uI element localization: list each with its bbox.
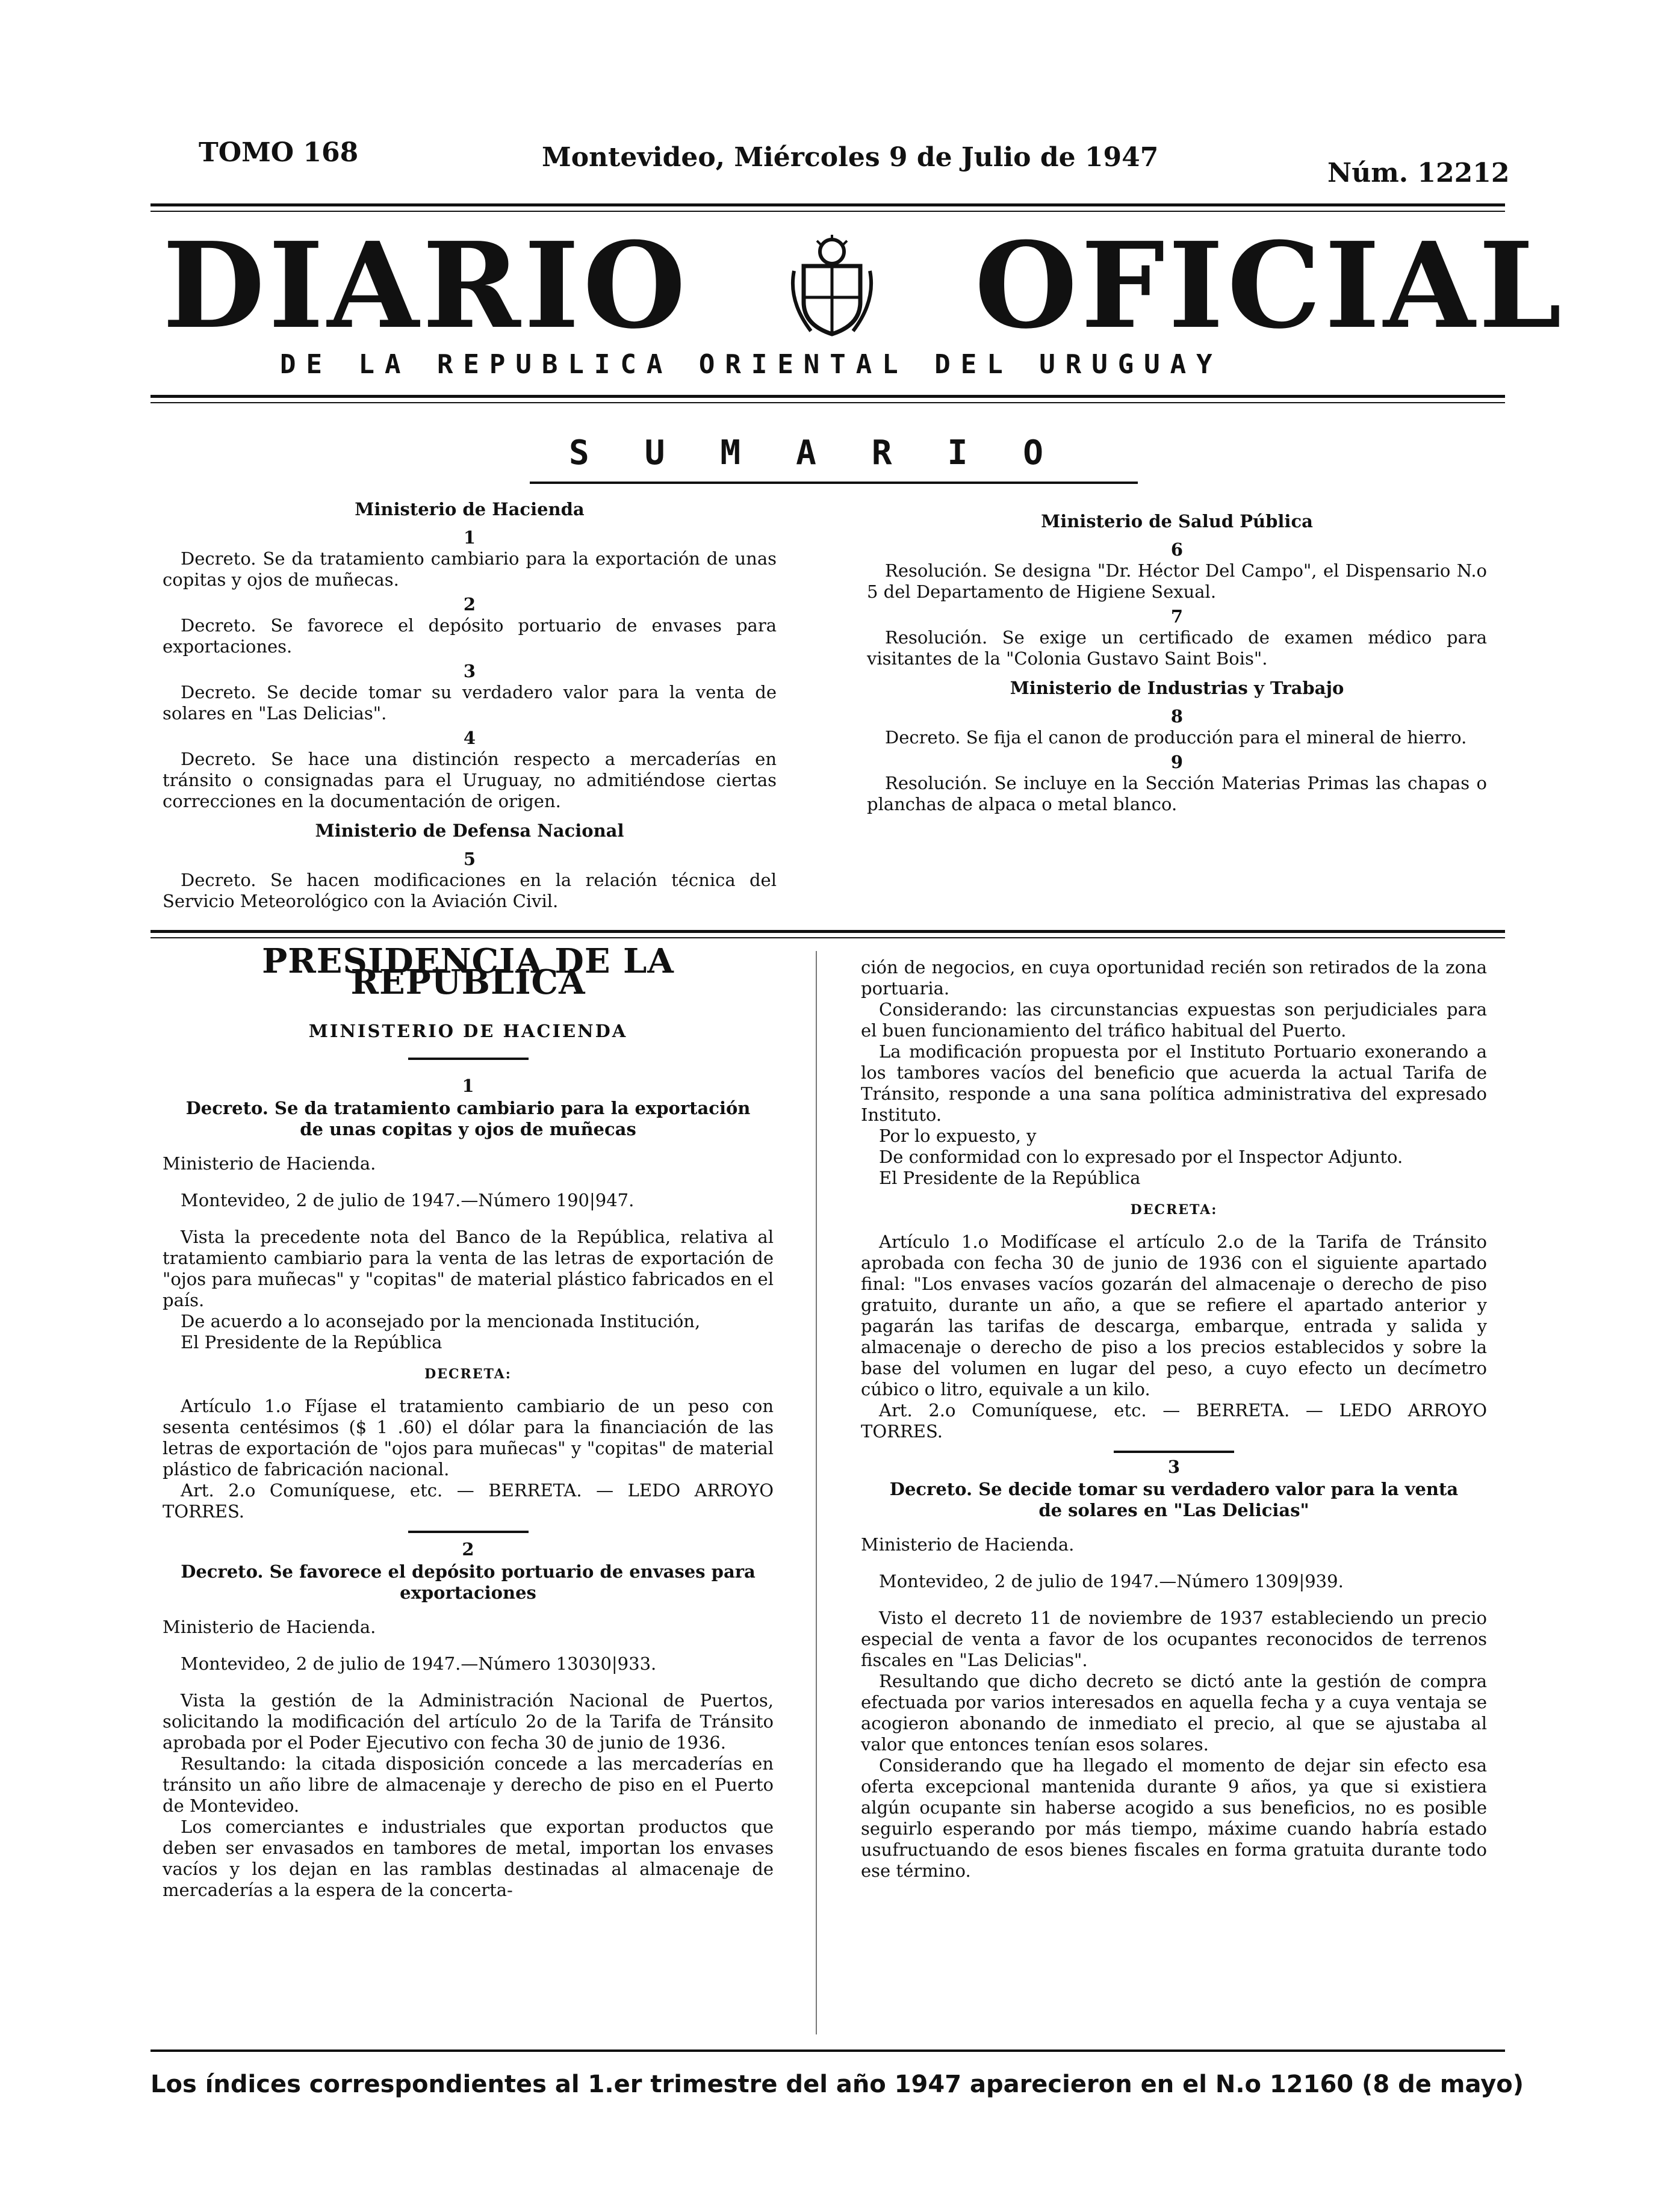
issue-number: Núm. 12212 bbox=[1327, 158, 1510, 188]
title-oficial: OFICIAL bbox=[974, 217, 1565, 355]
decree-ministry: Ministerio de Hacienda. bbox=[163, 1617, 376, 1637]
decree-paragraph: Por lo expuesto, y bbox=[879, 1126, 1037, 1146]
sumario-left bbox=[163, 491, 777, 912]
decree-title: Decreto. Se da tratamiento cambiario para la exportación de unas copitas y ojos de muñecas bbox=[185, 1098, 751, 1139]
decree-title: Decreto. Se favorece el depósito portuario de envases para exportaciones bbox=[181, 1561, 756, 1603]
masthead-title bbox=[163, 217, 1565, 355]
sumario-item: Decreto. Se decide tomar su verdadero valor para la venta de solares en "Las Delicias". bbox=[163, 682, 777, 723]
decree-ministry: Ministerio de Hacienda. bbox=[861, 1534, 1075, 1555]
decree-paragraph: Los comerciantes e industriales que exportan productos que deben ser envasados en tambores de metal, importan los envases vacíos y los dejan en las ramblas destinadas al almacenaje de mercaderías a la espera de la concerta- bbox=[163, 1817, 774, 1900]
decree-paragraph: De conformidad con lo expresado por el Inspector Adjunto. bbox=[879, 1147, 1403, 1167]
sumario-item: Decreto. Se hace una distinción respecto a mercaderías en tránsito o consignadas para el Uruguay, no admitiéndose ciertas correcciones en la documentación de origen. bbox=[163, 749, 777, 811]
rule-sumario-end bbox=[151, 930, 1505, 933]
title-diario: DIARIO bbox=[163, 217, 690, 355]
body-left-column bbox=[163, 941, 774, 1901]
decree-paragraph: Considerando: las circunstancias expuestas son perjudiciales para el buen funcionamiento del tráfico habitual del Puerto. bbox=[861, 999, 1487, 1041]
decree-article: Artículo 1.o Fíjase el tratamiento cambiario de un peso con sesenta centésimos ($ 1 .60) el dólar para la financiación de las letras de exportación de "ojos para muñecas" y "copitas" de material plástico de fabricación nacional. bbox=[163, 1396, 774, 1479]
decree-title: Decreto. Se decide tomar su verdadero valor para la venta de solares en "Las Delicias" bbox=[889, 1479, 1459, 1520]
date-line: Montevideo, Miércoles 9 de Julio de 1947 bbox=[542, 142, 1159, 173]
sumario-item: Decreto. Se fija el canon de producción para el mineral de hierro. bbox=[885, 727, 1467, 748]
decreta-label: DECRETA: bbox=[424, 1366, 512, 1382]
footer-notice: Los índices correspondientes al 1.er trimestre del año 1947 aparecieron en el N.o 12160 (8 de mayo) bbox=[151, 2071, 1524, 2098]
decree-paragraph: Visto el decreto 11 de noviembre de 1937 estableciendo un precio especial de venta a favor de los ocupantes reconocidos de terrenos fiscales en "Las Delicias". bbox=[861, 1608, 1487, 1670]
rule-mid-thin bbox=[151, 402, 1505, 403]
coat-of-arms-icon bbox=[787, 235, 877, 337]
sumario-item-number: 6 bbox=[1170, 539, 1184, 560]
decree-paragraph: Considerando que ha llegado el momento de dejar sin efecto esa oferta excepcional mantenida durante 9 años, ya que si existiera algún ocupante sin haberse acogido a sus beneficios, no es posible seguirlo esperando por más tiempo, máxime cuando habría estado usufructuando de esos bienes fiscales en forma gratuita durante todo ese término. bbox=[861, 1755, 1487, 1881]
decree-paragraph: Vista la gestión de la Administración Nacional de Puertos, solicitando la modificación del artículo 2o de la Tarifa de Tránsito aprobada por el Poder Ejecutivo con fecha 30 de junio de 1936. bbox=[163, 1690, 774, 1753]
decree-paragraph: La modificación propuesta por el Instituto Portuario exonerando a los tambores vacíos del beneficio que acuerda la actual Tarifa de Tránsito, responde a una sana política administrativa del expresado Instituto. bbox=[861, 1041, 1487, 1125]
decree-number: 2 bbox=[462, 1539, 474, 1560]
sumario-item: Resolución. Se designa "Dr. Héctor Del Campo", el Dispensario N.o 5 del Departamento de Higiene Sexual. bbox=[867, 560, 1487, 602]
decree-article: Artículo 1.o Modifícase el artículo 2.o de la Tarifa de Tránsito aprobada con fecha 30 de junio de 1936 con el siguiente apartado final: "Los envases vacíos gozarán del almacenaje o derecho de piso gratuito, durante un año, a que se refiere el apartado anterior y pagarán las tarifas de descarga, embarque, entrada y salida y almacenaje o derecho de piso a los precios establecidos y sobre la base del volumen en lugar del peso, a cuyo efecto un decímetro cúbico o litro, equivale a un kilo. bbox=[861, 1231, 1487, 1399]
column-separator bbox=[816, 951, 817, 2034]
masthead-subtitle: DE LA REPUBLICA ORIENTAL DEL URUGUAY bbox=[280, 349, 1223, 380]
sumario-item-number: 5 bbox=[463, 849, 476, 869]
body-right-column bbox=[861, 957, 1487, 1882]
sumario-item-number: 7 bbox=[1170, 606, 1184, 627]
sumario-ministry-defensa: Ministerio de Defensa Nacional bbox=[315, 820, 624, 841]
sumario-item-number: 8 bbox=[1170, 706, 1184, 726]
decree-paragraph: Vista la precedente nota del Banco de la República, relativa al tratamiento cambiario para la venta de las letras de exportación de "ojos para muñecas" y "copitas" de material plástico fabricados en el país. bbox=[163, 1227, 774, 1310]
decree-date: Montevideo, 2 de julio de 1947.—Número 13030|933. bbox=[181, 1653, 657, 1674]
decree-article: Art. 2.o Comuníquese, etc. — BERRETA. — LEDO ARROYO TORRES. bbox=[163, 1480, 774, 1522]
decree-paragraph: Resultando: la citada disposición concede a las mercaderías en tránsito un año libre de almacenaje y derecho de piso en el Puerto de Montevideo. bbox=[163, 1753, 774, 1816]
rule-footer bbox=[151, 2049, 1505, 2052]
decree-ministry: Ministerio de Hacienda. bbox=[163, 1153, 376, 1174]
sumario-item: Resolución. Se incluye en la Sección Materias Primas las chapas o planchas de alpaca o metal blanco. bbox=[867, 773, 1487, 814]
rule-sumario-end-thin bbox=[151, 937, 1505, 938]
decree-date: Montevideo, 2 de julio de 1947.—Número 190|947. bbox=[181, 1190, 635, 1210]
sumario-underline bbox=[530, 482, 1138, 484]
sumario-item: Decreto. Se da tratamiento cambiario para la exportación de unas copitas y ojos de muñecas. bbox=[163, 548, 777, 590]
sumario-item: Resolución. Se exige un certificado de examen médico para visitantes de la "Colonia Gustavo Saint Bois". bbox=[867, 627, 1487, 669]
decree-number: 1 bbox=[462, 1076, 474, 1096]
rule-top bbox=[151, 203, 1505, 206]
sumario-item-number: 4 bbox=[463, 728, 476, 748]
sumario-heading: SUMARIO bbox=[569, 433, 1099, 472]
sumario-ministry-industrias: Ministerio de Industrias y Trabajo bbox=[1010, 678, 1344, 698]
short-rule bbox=[1114, 1451, 1234, 1453]
ministry-heading: MINISTERIO DE HACIENDA bbox=[308, 1021, 628, 1041]
decree-article: Art. 2.o Comuníquese, etc. — BERRETA. — LEDO ARROYO TORRES. bbox=[861, 1400, 1487, 1442]
short-rule bbox=[408, 1531, 529, 1533]
sumario-ministry-hacienda: Ministerio de Hacienda bbox=[355, 499, 585, 519]
section-heading: PRESIDENCIA DE LA REPUBLICA bbox=[262, 941, 674, 1002]
sumario-item: Decreto. Se favorece el depósito portuario de envases para exportaciones. bbox=[163, 615, 777, 657]
decree-paragraph: El Presidente de la República bbox=[181, 1332, 442, 1352]
sumario-ministry-salud: Ministerio de Salud Pública bbox=[1041, 511, 1313, 531]
decreta-label: DECRETA: bbox=[1130, 1202, 1218, 1218]
sumario-item-number: 1 bbox=[463, 527, 476, 548]
rule-mid bbox=[151, 395, 1505, 398]
decree-paragraph: El Presidente de la República bbox=[879, 1168, 1141, 1188]
decree-paragraph: Resultando que dicho decreto se dictó ante la gestión de compra efectuada por varios interesados en aquella fecha y a cuya ventaja se acogieron abonando de inmediato el precio, al que se ajustaba al valor que entonces tenían esos solares. bbox=[861, 1671, 1487, 1755]
sumario-item-number: 9 bbox=[1170, 752, 1184, 772]
rule-top-thin bbox=[151, 211, 1505, 212]
decree-paragraph: De acuerdo a lo aconsejado por la mencionada Institución, bbox=[181, 1311, 701, 1331]
sumario-item: Decreto. Se hacen modificaciones en la relación técnica del Servicio Meteorológico con la Aviación Civil. bbox=[163, 870, 777, 911]
tomo-label: TOMO 168 bbox=[199, 137, 359, 168]
decree-paragraph: ción de negocios, en cuya oportunidad recién son retirados de la zona portuaria. bbox=[861, 957, 1487, 999]
short-rule bbox=[408, 1058, 529, 1060]
sumario-item-number: 3 bbox=[463, 661, 476, 681]
sumario-right bbox=[867, 503, 1487, 815]
decree-date: Montevideo, 2 de julio de 1947.—Número 1309|939. bbox=[879, 1571, 1344, 1591]
sumario-item-number: 2 bbox=[463, 594, 476, 615]
decree-number: 3 bbox=[1167, 1457, 1181, 1477]
